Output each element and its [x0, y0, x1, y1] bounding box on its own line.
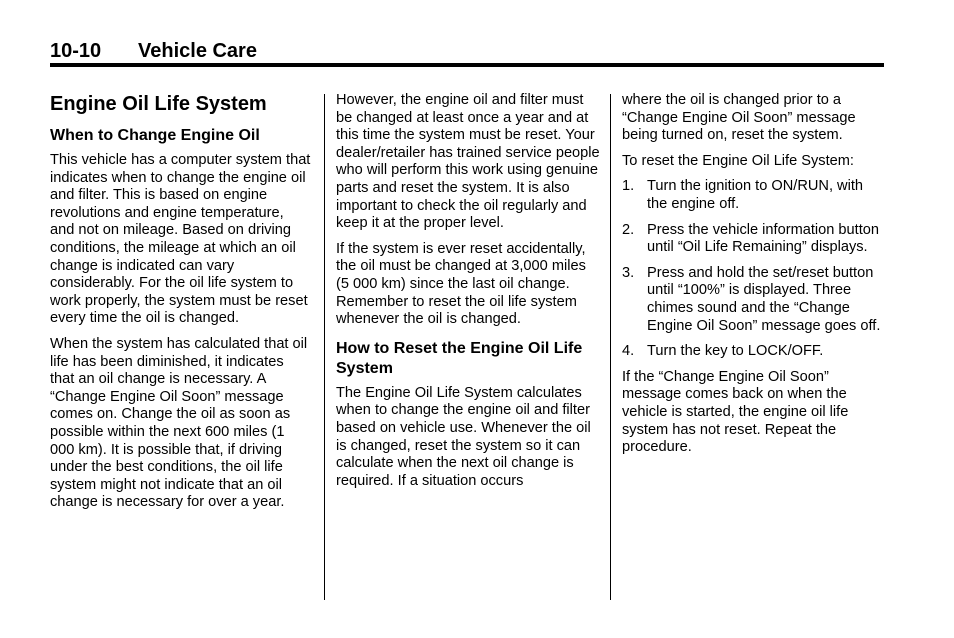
section-title: Vehicle Care	[138, 40, 257, 62]
column-3	[622, 92, 884, 465]
step-text: Press and hold the set/reset button until “100%” is displayed. Three chimes sound and the “Change Engine Oil Soon” message goes off.	[647, 264, 881, 334]
list-item	[622, 265, 884, 335]
paragraph: However, the engine oil and filter must be changed at least once a year and at this time the system must be reset. Your dealer/retailer has trained service people who will perform this work using genuine parts and reset the system. It is also important to check the oil regularly and keep it at the proper level.	[336, 92, 600, 232]
subheading-how-to-reset: How to Reset the Engine Oil Life System	[336, 339, 583, 377]
column-1	[50, 92, 312, 520]
step-number: 4.	[622, 343, 635, 360]
column-2	[336, 92, 600, 498]
paragraph: The Engine Oil Life System calculates when to change the engine oil and filter based on vehicle use. Whenever the oil is changed, reset the system so it can calculate when the next oil change is required. If a situation occurs	[336, 384, 591, 489]
step-number: 3.	[622, 264, 635, 281]
step-text: Press the vehicle information button until “Oil Life Remaining” displays.	[647, 221, 880, 256]
reset-steps-list	[622, 178, 884, 360]
header-rule	[50, 63, 884, 67]
list-item	[622, 222, 884, 257]
paragraph: If the system is ever reset accidentally, the oil must be changed at 3,000 miles (5 000 km) since the last oil change. Remember to reset the oil life system whenever the oil is changed.	[336, 240, 586, 328]
column-divider	[610, 94, 611, 600]
page-title: Engine Oil Life System	[50, 93, 267, 115]
step-text: Turn the key to LOCK/OFF.	[647, 343, 824, 360]
page-header	[50, 37, 884, 64]
step-number: 2.	[622, 221, 635, 238]
paragraph: where the oil is changed prior to a “Change Engine Oil Soon” message being turned on, reset the system.	[622, 92, 856, 144]
list-item	[622, 178, 884, 213]
subheading-when-to-change: When to Change Engine Oil	[50, 127, 260, 144]
paragraph: This vehicle has a computer system that indicates when to change the engine oil and filter. This is based on engine revolutions and engine temperature, and not on mileage. Based on driving conditions, the mileage at which an oil change is indicated can vary considerably. For the oil life system to work properly, the system must be reset every time the oil is changed.	[50, 152, 311, 327]
paragraph: If the “Change Engine Oil Soon” message comes back on when the vehicle is started, the engine oil life system has not reset. Repeat the procedure.	[622, 368, 849, 456]
page-number: 10-10	[50, 40, 102, 62]
list-item	[622, 343, 884, 361]
step-number: 1.	[622, 178, 635, 195]
column-divider	[324, 94, 325, 600]
step-text: Turn the ignition to ON/RUN, with the engine off.	[647, 178, 864, 212]
paragraph: When the system has calculated that oil life has been diminished, it indicates that an oil change is necessary. A “Change Engine Oil Soon” message comes on. Change the oil as soon as possible within the next 600 miles (1 000 km). It is possible that, if driving under the best conditions, the oil life system might not indicate that an oil change is necessary for over a year.	[50, 335, 308, 511]
paragraph: To reset the Engine Oil Life System:	[622, 152, 854, 169]
